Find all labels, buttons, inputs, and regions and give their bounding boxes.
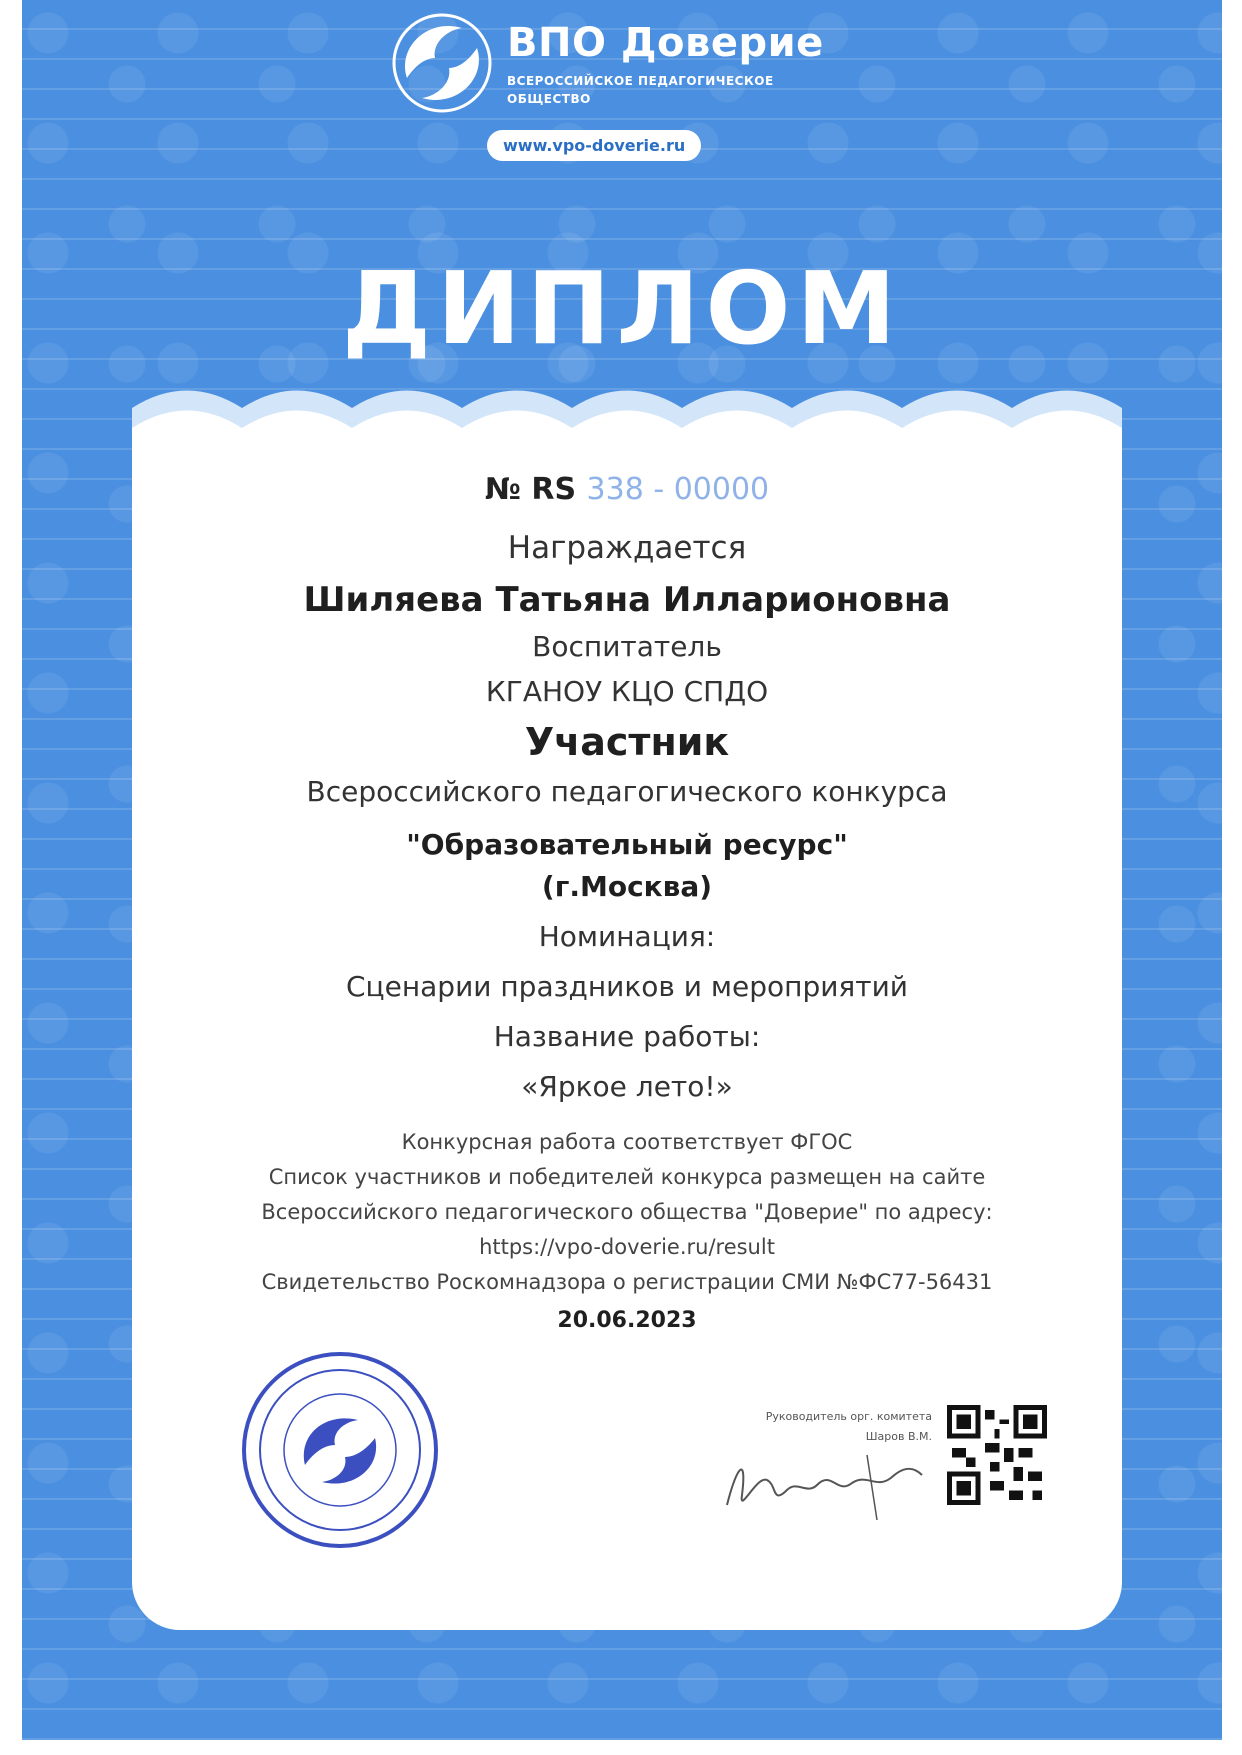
work-title: «Яркое лето!» — [521, 1070, 733, 1103]
work-label: Название работы: — [493, 1020, 761, 1053]
website-link[interactable]: www.vpo-doverie.ru — [487, 130, 701, 161]
awarded-label: Награждается — [507, 530, 747, 566]
org-logo-icon — [387, 8, 497, 118]
number-prefix: № RS — [484, 472, 577, 507]
diploma-background — [22, 0, 1222, 1740]
qr-code-icon[interactable] — [947, 1405, 1047, 1505]
org-logo — [377, 8, 937, 178]
number-value: 338 - 00000 — [586, 472, 770, 507]
recipient-name: Шиляева Татьяна Илларионовна — [303, 580, 951, 620]
nomination-label: Номинация: — [538, 920, 716, 953]
org-name: ВПО Доверие — [507, 20, 824, 66]
issue-date: 20.06.2023 — [557, 1308, 697, 1333]
recipient-organization: КГАНОУ КЦО СПДО — [485, 675, 769, 708]
results-note-line2: Всероссийского педагогического общества "Доверие" по адресу: — [261, 1200, 993, 1224]
results-note-line1: Список участников и победителей конкурса размещен на сайте — [268, 1165, 986, 1189]
diploma-card — [132, 430, 1122, 1630]
license-note: Свидетельство Роскомнадзора о регистрации СМИ №ФС77-56431 — [261, 1270, 993, 1294]
results-url[interactable]: https://vpo-doverie.ru/result — [479, 1235, 775, 1259]
fgos-note: Конкурсная работа соответствует ФГОС — [401, 1130, 853, 1154]
official-seal-icon — [240, 1350, 440, 1550]
diploma-number — [132, 472, 1122, 507]
contest-name: "Образовательный ресурс" — [406, 828, 848, 861]
signature-name: Шаров В.М. — [865, 1430, 932, 1443]
nomination-value: Сценарии праздников и мероприятий — [346, 970, 908, 1003]
contest-city: (г.Москва) — [541, 870, 713, 903]
award-status: Участник — [524, 720, 730, 764]
handwritten-signature — [717, 1435, 947, 1525]
org-subtitle-line2: ОБЩЕСТВО — [507, 92, 591, 106]
recipient-position: Воспитатель — [532, 630, 722, 663]
contest-line: Всероссийского педагогического конкурса — [306, 775, 948, 808]
diploma-title: ДИПЛОМ — [341, 250, 903, 367]
signature-role: Руководитель орг. комитета — [765, 1410, 932, 1423]
org-subtitle-line1: ВСЕРОССИЙСКОЕ ПЕДАГОГИЧЕСКОЕ — [507, 74, 774, 88]
